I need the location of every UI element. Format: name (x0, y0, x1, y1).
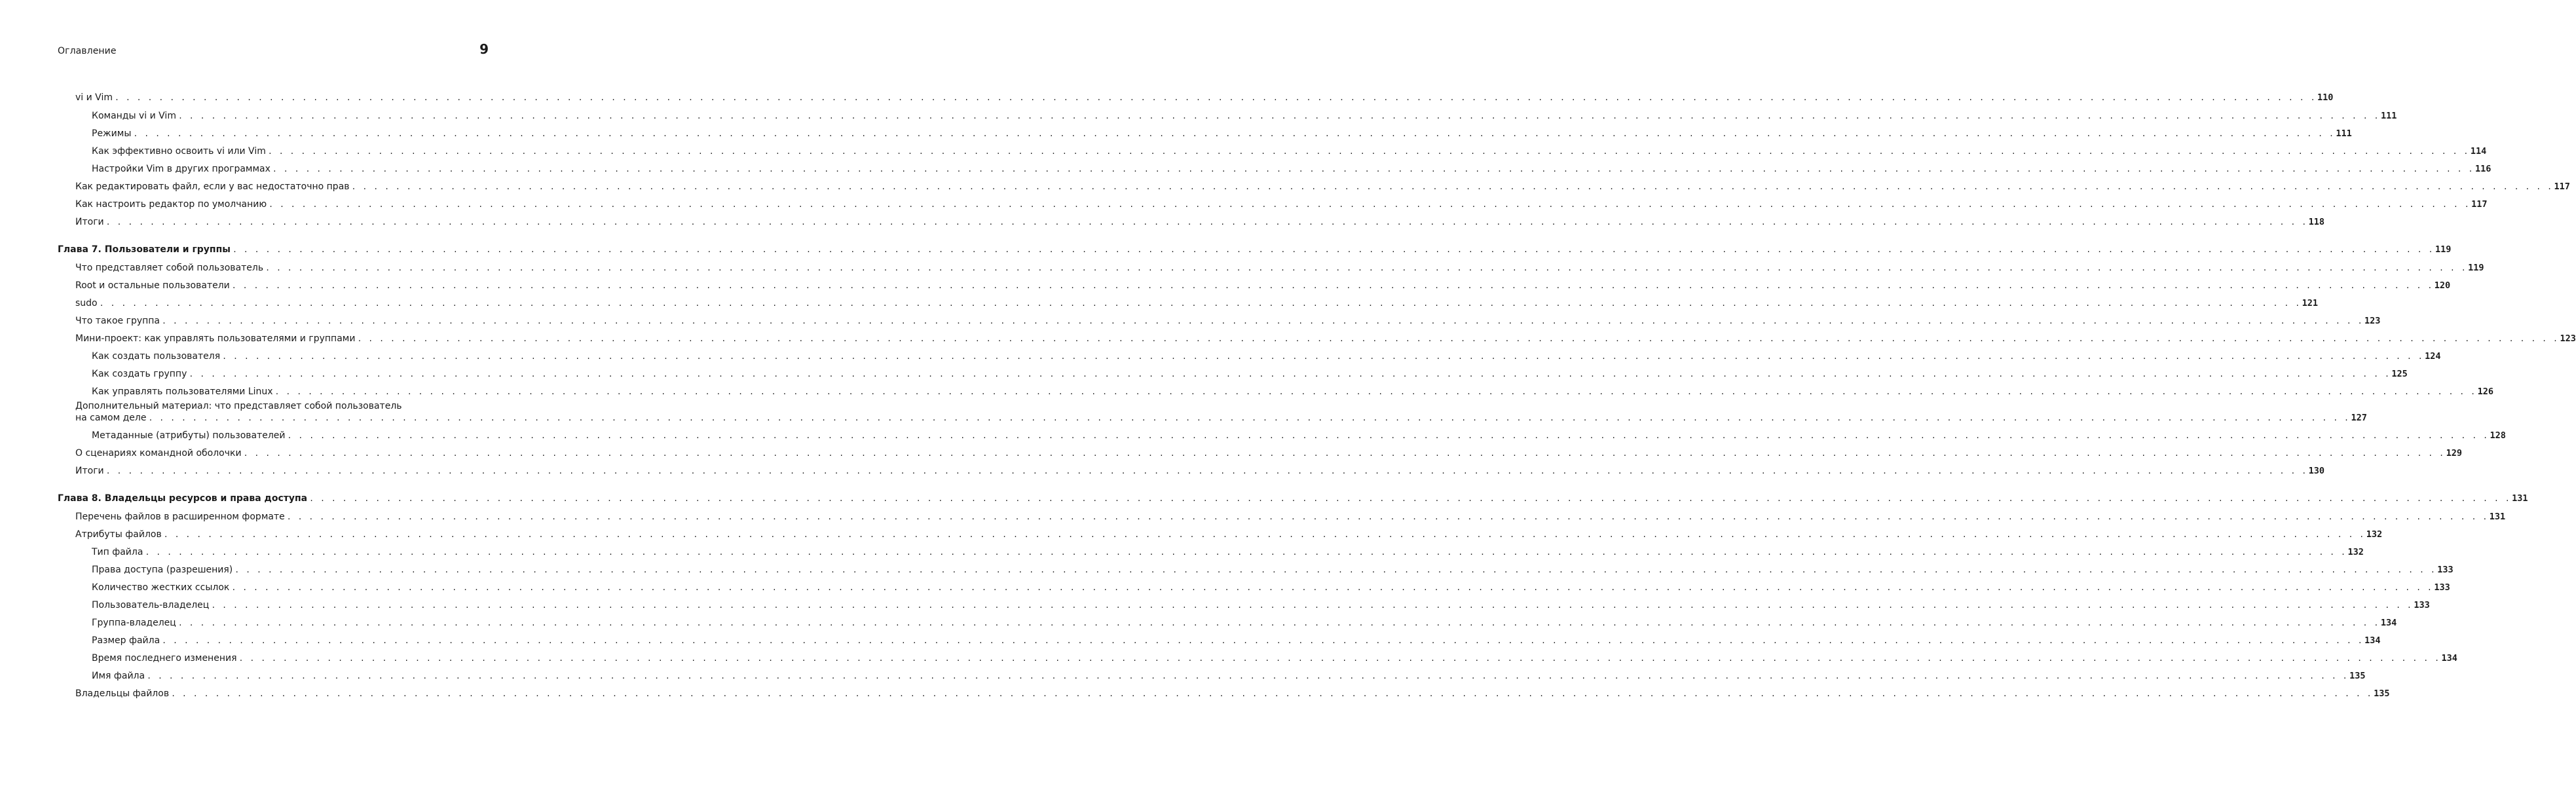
toc-entry-title: Перечень файлов в расширенном формате (75, 512, 285, 522)
toc-page-number: 131 (2489, 512, 2506, 522)
toc-entry-title: Режимы (92, 128, 132, 139)
toc-entry[interactable] (58, 582, 2450, 593)
toc-entry[interactable] (58, 400, 2367, 424)
toc-entry-title: О сценариях командной оболочки (75, 448, 242, 458)
toc-entry[interactable] (58, 110, 2397, 122)
toc-page-number: 131 (2512, 493, 2528, 504)
toc-page-number: 110 (2317, 92, 2334, 103)
toc-page-number: 133 (2437, 565, 2454, 575)
toc-page-number: 129 (2446, 448, 2462, 458)
leader-dots: . . . . . . . . . . . . . . . . . . . . . . . . . . . . . . . . . . . . . . . . . . . . . . . . . . . . . . . . . . . . . . . . . . . . . . . . . . . . . . . . . . . . . . . . . . . . . . . . . . . . . . . . . . . . . . . . . . . . . . . . . . . . . . . . . . . . . . . . . . . . . . . . . . . . . . . . . . . . . . . . . . . . . . . . . . . . . . . . . . . . . . . . . . . . . . . . . . . . . . . . (309, 494, 2511, 503)
toc-entry-title: Группа-владелец (92, 618, 176, 628)
running-title: Оглавление (58, 46, 117, 56)
leader-dots: . . . . . . . . . . . . . . . . . . . . . . . . . . . . . . . . . . . . . . . . . . . . . . . . . . . . . . . . . . . . . . . . . . . . . . . . . . . . . . . . . . . . . . . . . . . . . . . . . . . . . . . . . . . . . . . . . . . . . . . . . . . . . . . . . . . . . . . . . . . . . . . . . . . . . . . . . . . . . . . . . . . . . . . . . . . . . . . . . . . . . . . . . . . . . . . . . . . . . . . . (269, 200, 2471, 209)
toc-page-number: 126 (2477, 386, 2493, 397)
toc-page-number: 111 (2336, 128, 2352, 139)
toc-entry[interactable] (58, 163, 2492, 175)
toc-entry-title-continued: на самом деле (75, 413, 147, 423)
toc-entry[interactable] (58, 386, 2493, 398)
toc-entry-title: Дополнительный материал: что представляет собой пользователь (75, 401, 402, 411)
toc-page-number: 120 (2434, 280, 2451, 291)
toc-entry[interactable] (58, 529, 2383, 540)
toc-page-number: 123 (2364, 316, 2381, 326)
leader-dots: . . . . . . . . . . . . . . . . . . . . . . . . . . . . . . . . . . . . . . . . . . . . . . . . . . . . . . . . . . . . . . . . . . . . . . . . . . . . . . . . . . . . . . . . . . . . . . . . . . . . . . . . . . . . . . . . . . . . . . . . . . . . . . . . . . . . . . . . . . . . . . . . . . . . . . . . . . . . . . . . . . . . . . . . . . . . . . . . . . . . . . . . . . . . . . . . . . . . . . . . (148, 413, 2350, 422)
leader-dots: . . . . . . . . . . . . . . . . . . . . . . . . . . . . . . . . . . . . . . . . . . . . . . . . . . . . . . . . . . . . . . . . . . . . . . . . . . . . . . . . . . . . . . . . . . . . . . . . . . . . . . . . . . . . . . . . . . . . . . . . . . . . . . . . . . . . . . . . . . . . . . . . . . . . . . . . . . . . . . . . . . . . . . . . . . . . . . . . . . . . . . . . . . . . . . . . . . . . . . . . (243, 449, 2445, 458)
leader-dots: . . . . . . . . . . . . . . . . . . . . . . . . . . . . . . . . . . . . . . . . . . . . . . . . . . . . . . . . . . . . . . . . . . . . . . . . . . . . . . . . . . . . . . . . . . . . . . . . . . . . . . . . . . . . . . . . . . . . . . . . . . . . . . . . . . . . . . . . . . . . . . . . . . . . . . . . . . . . . . . . . . . . . . . . . . . . . . . . . . . . . . . . . . . . . . . . . . . . . . . . (232, 245, 2434, 254)
toc-page-number: 130 (2308, 466, 2325, 476)
toc-page-number: 114 (2470, 146, 2487, 157)
toc-page-number: 128 (2490, 430, 2506, 441)
leader-dots: . . . . . . . . . . . . . . . . . . . . . . . . . . . . . . . . . . . . . . . . . . . . . . . . . . . . . . . . . . . . . . . . . . . . . . . . . . . . . . . . . . . . . . . . . . . . . . . . . . . . . . . . . . . . . . . . . . . . . . . . . . . . . . . . . . . . . . . . . . . . . . . . . . . . . . . . . . . . . . . . . . . . . . . . . . . . . . . . . . . . . . . . . . . . . . . . . . . . . . . . (211, 601, 2413, 610)
toc-entry-title: Метаданные (атрибуты) пользователей (92, 430, 286, 441)
toc-entry-title: Имя файла (92, 671, 145, 681)
leader-dots: . . . . . . . . . . . . . . . . . . . . . . . . . . . . . . . . . . . . . . . . . . . . . . . . . . . . . . . . . . . . . . . . . . . . . . . . . . . . . . . . . . . . . . . . . . . . . . . . . . . . . . . . . . . . . . . . . . . . . . . . . . . . . . . . . . . . . . . . . . . . . . . . . . . . . . . . . . . . . . . . . . . . . . . . . . . . . . . . . . . . . . . . . . . . . . . . . . . . . . . . (162, 316, 2364, 326)
toc-entry[interactable] (58, 297, 2319, 309)
leader-dots: . . . . . . . . . . . . . . . . . . . . . . . . . . . . . . . . . . . . . . . . . . . . . . . . . . . . . . . . . . . . . . . . . . . . . . . . . . . . . . . . . . . . . . . . . . . . . . . . . . . . . . . . . . . . . . . . . . . . . . . . . . . . . . . . . . . . . . . . . . . . . . . . . . . . . . . . . . . . . . . . . . . . . . . . . . . . . . . . . . . . . . . . . . . . . . . . . . . . . . . . (177, 111, 2380, 121)
toc-entry[interactable] (58, 493, 2528, 504)
toc-entry-title: Настройки Vim в других программах (92, 164, 271, 174)
toc-page-number: 127 (2351, 413, 2367, 423)
leader-dots: . . . . . . . . . . . . . . . . . . . . . . . . . . . . . . . . . . . . . . . . . . . . . . . . . . . . . . . . . . . . . . . . . . . . . . . . . . . . . . . . . . . . . . . . . . . . . . . . . . . . . . . . . . . . . . . . . . . . . . . . . . . . . . . . . . . . . . . . . . . . . . . . . . . . . . . . . . . . . . . . . . . . . . . . . . . . . . . . . . . . . . . . . . . . . . . . . . . . . . . . (287, 431, 2489, 440)
leader-dots: . . . . . . . . . . . . . . . . . . . . . . . . . . . . . . . . . . . . . . . . . . . . . . . . . . . . . . . . . . . . . . . . . . . . . . . . . . . . . . . . . . . . . . . . . . . . . . . . . . . . . . . . . . . . . . . . . . . . . . . . . . . . . . . . . . . . . . . . . . . . . . . . . . . . . . . . . . . . . . . . . . . . . . . . . . . . . . . . . . . . . . . . . . . . . . . . . . . . . . . . (145, 548, 2347, 557)
toc-entry-title: Команды vi и Vim (92, 111, 176, 121)
leader-dots: . . . . . . . . . . . . . . . . . . . . . . . . . . . . . . . . . . . . . . . . . . . . . . . . . . . . . . . . . . . . . . . . . . . . . . . . . . . . . . . . . . . . . . . . . . . . . . . . . . . . . . . . . . . . . . . . . . . . . . . . . . . . . . . . . . . . . . . . . . . . . . . . . . . . . . . . . . . . . . . . . . . . . . . . . . . . . . . . . . . . . . . . . . . . . . . . . . . . . . . . (105, 466, 2307, 476)
toc-page-number: 132 (2347, 547, 2364, 557)
toc-entry[interactable] (58, 198, 2488, 210)
toc-entry[interactable] (58, 92, 2334, 103)
leader-dots: . . . . . . . . . . . . . . . . . . . . . . . . . . . . . . . . . . . . . . . . . . . . . . . . . . . . . . . . . . . . . . . . . . . . . . . . . . . . . . . . . . . . . . . . . . . . . . . . . . . . . . . . . . . . . . . . . . . . . . . . . . . . . . . . . . . . . . . . . . . . . . . . . . . . . . . . . . . . . . . . . . . . . . . . . . . . . . . . . . . . . . . . . . . . . . . . . . . . . . . . (147, 671, 2349, 681)
toc-entry-title: Владельцы файлов (75, 688, 170, 699)
leader-dots: . . . . . . . . . . . . . . . . . . . . . . . . . . . . . . . . . . . . . . . . . . . . . . . . . . . . . . . . . . . . . . . . . . . . . . . . . . . . . . . . . . . . . . . . . . . . . . . . . . . . . . . . . . . . . . . . . . . . . . . . . . . . . . . . . . . . . . . . . . . . . . . . . . . . . . . . . . . . . . . . . . . . . . . . . . . . . . . . . . . . . . . . . . . . . . . . . . . . . . . . (171, 689, 2373, 698)
toc-entry[interactable] (58, 315, 2381, 327)
toc-page-number: 134 (2441, 653, 2457, 664)
toc-entry-title: Что представляет собой пользователь (75, 263, 264, 273)
leader-dots: . . . . . . . . . . . . . . . . . . . . . . . . . . . . . . . . . . . . . . . . . . . . . . . . . . . . . . . . . . . . . . . . . . . . . . . . . . . . . . . . . . . . . . . . . . . . . . . . . . . . . . . . . . . . . . . . . . . . . . . . . . . . . . . . . . . . . . . . . . . . . . . . . . . . . . . . . . . . . . . . . . . . . . . . . . . . . . . . . . . . . . . . . . . . . . . . . . . . . . . . (105, 217, 2307, 227)
toc-entry[interactable] (58, 244, 2452, 255)
toc-entry-title: Как создать пользователя (92, 351, 221, 362)
toc-entry-title: Размер файла (92, 635, 160, 646)
toc-entry[interactable] (58, 350, 2441, 362)
toc-page-number: 135 (2349, 671, 2366, 681)
leader-dots: . . . . . . . . . . . . . . . . . . . . . . . . . . . . . . . . . . . . . . . . . . . . . . . . . . . . . . . . . . . . . . . . . . . . . . . . . . . . . . . . . . . . . . . . . . . . . . . . . . . . . . . . . . . . . . . . . . . . . . . . . . . . . . . . . . . . . . . . . . . . . . . . . . . . . . . . . . . . . . . . . . . . . . . . . . . . . . . . . . . . . . . . . . . . . . . . . . . . . . . . (133, 129, 2335, 138)
toc-entry-title: Мини-проект: как управлять пользователями и группами (75, 333, 356, 344)
toc-entry[interactable] (58, 511, 2506, 523)
toc-page-number: 124 (2425, 351, 2441, 362)
toc-entry[interactable] (58, 546, 2364, 558)
toc-entry[interactable] (58, 635, 2381, 646)
toc-page-number: 116 (2474, 164, 2492, 174)
toc-page-number: 119 (2468, 263, 2484, 273)
toc-entry[interactable] (58, 564, 2454, 576)
toc-entry[interactable] (58, 599, 2430, 611)
toc-entry-title: Глава 8. Владельцы ресурсов и права доступа (58, 493, 308, 504)
leader-dots: . . . . . . . . . . . . . . . . . . . . . . . . . . . . . . . . . . . . . . . . . . . . . . . . . . . . . . . . . . . . . . . . . . . . . . . . . . . . . . . . . . . . . . . . . . . . . . . . . . . . . . . . . . . . . . . . . . . . . . . . . . . . . . . . . . . . . . . . . . . . . . . . . . . . . . . . . . . . . . . . . . . . . . . . . . . . . . . . . . . . . . . . . . . . . . . . . . . . . . . . (99, 299, 2301, 308)
toc-entry-title: sudo (75, 298, 98, 309)
toc-page-number: 119 (2435, 244, 2452, 255)
leader-dots: . . . . . . . . . . . . . . . . . . . . . . . . . . . . . . . . . . . . . . . . . . . . . . . . . . . . . . . . . . . . . . . . . . . . . . . . . . . . . . . . . . . . . . . . . . . . . . . . . . . . . . . . . . . . . . . . . . . . . . . . . . . . . . . . . . . . . . . . . . . . . . . . . . . . . . . . . . . . . . . . . . . . . . . . . . . . . . . . . . . . . . . . . . . . . . . . . . . . . . . . (238, 654, 2440, 663)
toc-page-number: 111 (2380, 111, 2397, 121)
toc-page-number: 133 (2414, 600, 2430, 610)
toc-entry-title: Итоги (75, 217, 104, 227)
leader-dots: . . . . . . . . . . . . . . . . . . . . . . . . . . . . . . . . . . . . . . . . . . . . . . . . . . . . . . . . . . . . . . . . . . . . . . . . . . . . . . . . . . . . . . . . . . . . . . . . . . . . . . . . . . . . . . . . . . . . . . . . . . . . . . . . . . . . . . . . . . . . . . . . . . . . . . . . . . . . . . . . . . . . . . . . . . . . . . . . . . . . . . . . . . . . . . . . . . . . . . . . (163, 530, 2365, 539)
toc-page-number: 134 (2364, 635, 2381, 646)
leader-dots: . . . . . . . . . . . . . . . . . . . . . . . . . . . . . . . . . . . . . . . . . . . . . . . . . . . . . . . . . . . . . . . . . . . . . . . . . . . . . . . . . . . . . . . . . . . . . . . . . . . . . . . . . . . . . . . . . . . . . . . . . . . . . . . . . . . . . . . . . . . . . . . . . . . . . . . . . . . . . . . . . . . . . . . . . . . . . . . . . . . . . . . . . . . . . . . . . . . . . . . . (272, 164, 2474, 174)
toc-entry[interactable] (58, 145, 2487, 157)
toc-entry[interactable] (58, 465, 2325, 477)
toc-entry[interactable] (58, 216, 2325, 228)
toc-page-number: 117 (2554, 181, 2570, 192)
toc-entry-title: Что такое группа (75, 316, 160, 326)
toc-page-number: 132 (2366, 529, 2383, 540)
leader-dots: . . . . . . . . . . . . . . . . . . . . . . . . . . . . . . . . . . . . . . . . . . . . . . . . . . . . . . . . . . . . . . . . . . . . . . . . . . . . . . . . . . . . . . . . . . . . . . . . . . . . . . . . . . . . . . . . . . . . . . . . . . . . . . . . . . . . . . . . . . . . . . . . . . . . . . . . . . . . . . . . . . . . . . . . . . . . . . . . . . . . . . . . . . . . . . . . . . . . . . . . (162, 636, 2364, 645)
toc-entry-title: Количество жестких ссылок (92, 582, 230, 593)
toc-page-number: 135 (2374, 688, 2390, 699)
toc-entry-title: Права доступа (разрешения) (92, 565, 233, 575)
toc-entry-title: Root и остальные пользователи (75, 280, 230, 291)
leader-dots: . . . . . . . . . . . . . . . . . . . . . . . . . . . . . . . . . . . . . . . . . . . . . . . . . . . . . . . . . . . . . . . . . . . . . . . . . . . . . . . . . . . . . . . . . . . . . . . . . . . . . . . . . . . . . . . . . . . . . . . . . . . . . . . . . . . . . . . . . . . . . . . . . . . . . . . . . . . . . . . . . . . . . . . . . . . . . . . . . . . . . . . . . . . . . . . . . . . . . . . . (177, 618, 2380, 627)
toc-entry[interactable] (58, 670, 2366, 682)
toc-entry[interactable] (58, 652, 2457, 664)
toc-entry-title: Как редактировать файл, если у вас недостаточно прав (75, 181, 350, 192)
toc-entry-title: Пользователь-владелец (92, 600, 210, 610)
leader-dots: . . . . . . . . . . . . . . . . . . . . . . . . . . . . . . . . . . . . . . . . . . . . . . . . . . . . . . . . . . . . . . . . . . . . . . . . . . . . . . . . . . . . . . . . . . . . . . . . . . . . . . . . . . . . . . . . . . . . . . . . . . . . . . . . . . . . . . . . . . . . . . . . . . . . . . . . . . . . . . . . . . . . . . . . . . . . . . . . . . . . . . . . . . . . . . . . . . . . . . . . (267, 147, 2469, 156)
toc-entry[interactable] (58, 181, 2570, 193)
toc-entry[interactable] (58, 280, 2451, 291)
toc-entry-title: vi и Vim (75, 92, 113, 103)
leader-dots: . . . . . . . . . . . . . . . . . . . . . . . . . . . . . . . . . . . . . . . . . . . . . . . . . . . . . . . . . . . . . . . . . . . . . . . . . . . . . . . . . . . . . . . . . . . . . . . . . . . . . . . . . . . . . . . . . . . . . . . . . . . . . . . . . . . . . . . . . . . . . . . . . . . . . . . . . . . . . . . . . . . . . . . . . . . . . . . . . . . . . . . . . . . . . . . . . . . . . . . . (222, 352, 2424, 361)
table-of-contents (58, 92, 2576, 700)
toc-entry[interactable] (58, 333, 2576, 345)
toc-entry-title: Атрибуты файлов (75, 529, 162, 540)
toc-entry[interactable] (58, 617, 2397, 629)
toc-page-number: 123 (2560, 333, 2576, 344)
leader-dots: . . . . . . . . . . . . . . . . . . . . . . . . . . . . . . . . . . . . . . . . . . . . . . . . . . . . . . . . . . . . . . . . . . . . . . . . . . . . . . . . . . . . . . . . . . . . . . . . . . . . . . . . . . . . . . . . . . . . . . . . . . . . . . . . . . . . . . . . . . . . . . . . . . . . . . . . . . . . . . . . . . . . . . . . . . . . . . . . . . . . . . . . . . . . . . . . . . . . . . . . (189, 369, 2391, 379)
toc-page-number: 125 (2391, 369, 2408, 379)
toc-entry-title: Итоги (75, 466, 104, 476)
leader-dots: . . . . . . . . . . . . . . . . . . . . . . . . . . . . . . . . . . . . . . . . . . . . . . . . . . . . . . . . . . . . . . . . . . . . . . . . . . . . . . . . . . . . . . . . . . . . . . . . . . . . . . . . . . . . . . . . . . . . . . . . . . . . . . . . . . . . . . . . . . . . . . . . . . . . . . . . . . . . . . . . . . . . . . . . . . . . . . . . . . . . . . . . . . . . . . . . . . . . . . . . (234, 565, 2436, 574)
leader-dots: . . . . . . . . . . . . . . . . . . . . . . . . . . . . . . . . . . . . . . . . . . . . . . . . . . . . . . . . . . . . . . . . . . . . . . . . . . . . . . . . . . . . . . . . . . . . . . . . . . . . . . . . . . . . . . . . . . . . . . . . . . . . . . . . . . . . . . . . . . . . . . . . . . . . . . . . . . . . . . . . . . . . . . . . . . . . . . . . . . . . . . . . . . . . . . . . . . . . . . . . (351, 182, 2553, 191)
leader-dots: . . . . . . . . . . . . . . . . . . . . . . . . . . . . . . . . . . . . . . . . . . . . . . . . . . . . . . . . . . . . . . . . . . . . . . . . . . . . . . . . . . . . . . . . . . . . . . . . . . . . . . . . . . . . . . . . . . . . . . . . . . . . . . . . . . . . . . . . . . . . . . . . . . . . . . . . . . . . . . . . . . . . . . . . . . . . . . . . . . . . . . . . . . . . . . . . . . . . . . . . (231, 583, 2433, 592)
toc-entry-title: Время последнего изменения (92, 653, 237, 664)
leader-dots: . . . . . . . . . . . . . . . . . . . . . . . . . . . . . . . . . . . . . . . . . . . . . . . . . . . . . . . . . . . . . . . . . . . . . . . . . . . . . . . . . . . . . . . . . . . . . . . . . . . . . . . . . . . . . . . . . . . . . . . . . . . . . . . . . . . . . . . . . . . . . . . . . . . . . . . . . . . . . . . . . . . . . . . . . . . . . . . . . . . . . . . . . . . . . . . . . . . . . . . . (114, 93, 2316, 102)
toc-page-number: 133 (2434, 582, 2450, 593)
toc-entry[interactable] (58, 447, 2462, 459)
leader-dots: . . . . . . . . . . . . . . . . . . . . . . . . . . . . . . . . . . . . . . . . . . . . . . . . . . . . . . . . . . . . . . . . . . . . . . . . . . . . . . . . . . . . . . . . . . . . . . . . . . . . . . . . . . . . . . . . . . . . . . . . . . . . . . . . . . . . . . . . . . . . . . . . . . . . . . . . . . . . . . . . . . . . . . . . . . . . . . . . . . . . . . . . . . . . . . . . . . . . . . . . (231, 281, 2433, 290)
leader-dots: . . . . . . . . . . . . . . . . . . . . . . . . . . . . . . . . . . . . . . . . . . . . . . . . . . . . . . . . . . . . . . . . . . . . . . . . . . . . . . . . . . . . . . . . . . . . . . . . . . . . . . . . . . . . . . . . . . . . . . . . . . . . . . . . . . . . . . . . . . . . . . . . . . . . . . . . . . . . . . . . . . . . . . . . . . . . . . . . . . . . . . . . . . . . . . . . . . . . . . . . (265, 263, 2467, 272)
leader-dots: . . . . . . . . . . . . . . . . . . . . . . . . . . . . . . . . . . . . . . . . . . . . . . . . . . . . . . . . . . . . . . . . . . . . . . . . . . . . . . . . . . . . . . . . . . . . . . . . . . . . . . . . . . . . . . . . . . . . . . . . . . . . . . . . . . . . . . . . . . . . . . . . . . . . . . . . . . . . . . . . . . . . . . . . . . . . . . . . . . . . . . . . . . . . . . . . . . . . . . . . (286, 512, 2488, 521)
leader-dots: . . . . . . . . . . . . . . . . . . . . . . . . . . . . . . . . . . . . . . . . . . . . . . . . . . . . . . . . . . . . . . . . . . . . . . . . . . . . . . . . . . . . . . . . . . . . . . . . . . . . . . . . . . . . . . . . . . . . . . . . . . . . . . . . . . . . . . . . . . . . . . . . . . . . . . . . . . . . . . . . . . . . . . . . . . . . . . . . . . . . . . . . . . . . . . . . . . . . . . . . (357, 334, 2559, 343)
toc-entry-title: Как эффективно освоить vi или Vim (92, 146, 266, 157)
toc-page-number: 117 (2471, 199, 2488, 210)
toc-entry-title: Как управлять пользователями Linux (92, 386, 273, 397)
toc-entry-title: Глава 7. Пользователи и группы (58, 244, 231, 255)
toc-entry[interactable] (58, 430, 2506, 441)
toc-entry[interactable] (58, 262, 2484, 274)
toc-page-number: 118 (2308, 217, 2325, 227)
toc-entry[interactable] (58, 128, 2352, 140)
leader-dots: . . . . . . . . . . . . . . . . . . . . . . . . . . . . . . . . . . . . . . . . . . . . . . . . . . . . . . . . . . . . . . . . . . . . . . . . . . . . . . . . . . . . . . . . . . . . . . . . . . . . . . . . . . . . . . . . . . . . . . . . . . . . . . . . . . . . . . . . . . . . . . . . . . . . . . . . . . . . . . . . . . . . . . . . . . . . . . . . . . . . . . . . . . . . . . . . . . . . . . . . (274, 387, 2476, 396)
toc-entry-title: Как настроить редактор по умолчанию (75, 199, 267, 210)
toc-entry[interactable] (58, 368, 2408, 380)
toc-entry-title: Как создать группу (92, 369, 187, 379)
toc-page-number: 121 (2302, 298, 2319, 309)
page-number: 9 (479, 41, 489, 57)
toc-entry[interactable] (58, 688, 2390, 700)
toc-page-number: 134 (2380, 618, 2397, 628)
toc-entry-title: Тип файла (92, 547, 143, 557)
